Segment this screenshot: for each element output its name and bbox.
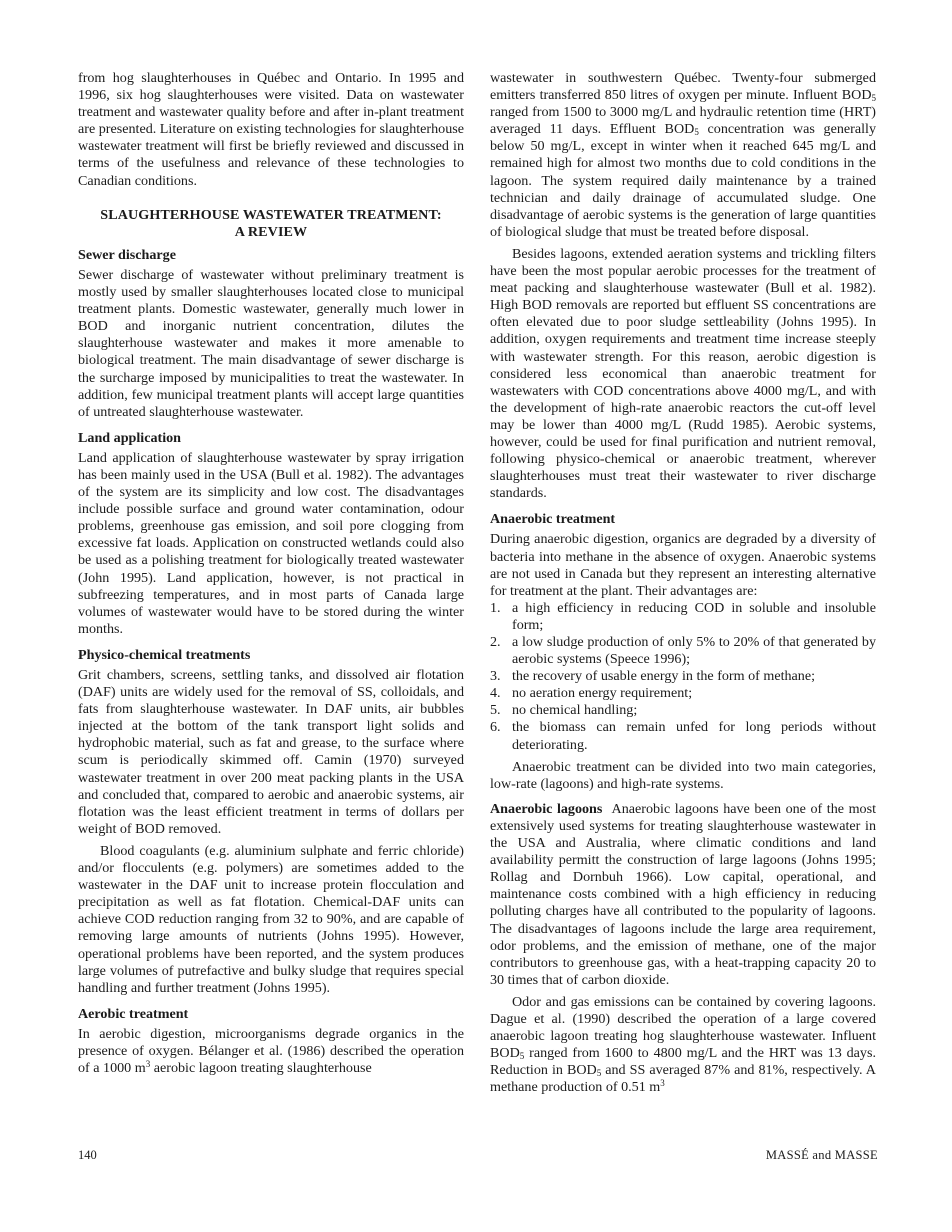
intro-paragraph: from hog slaughterhouses in Québec and Ontario. In 1995 and 1996, six hog slaughterhouses were visited. Data on wastewater treatment and wastewater quality before and after in-plant treatment are presented. Literature on existing technologies for slaughterhouse wastewater treatment will first be briefly reviewed and discussed in terms of the usefulness and relevance of these technologies to Canadian conditions. — [78, 70, 464, 189]
list-item — [490, 600, 876, 634]
list-item — [490, 668, 876, 685]
subscript-5: 5 — [694, 127, 699, 138]
aerobic-cont-text-2: ranged from 1500 to 3000 mg/L and hydraulic retention time (HRT) averaged 11 days. Effluent BOD — [490, 104, 876, 138]
right-column — [490, 70, 876, 1096]
page-number: 140 — [78, 1148, 97, 1162]
odor-text-2: ranged from 1600 to 4800 mg/L and the HRT was 13 days. Reduction in BOD — [490, 1045, 876, 1079]
list-item — [490, 634, 876, 668]
sewer-discharge-paragraph: Sewer discharge of wastewater without preliminary treatment is mostly used by smaller slaughterhouses located close to municipal treatment plants. Domestic wastewater, generally much lower in BOD and inorganic nutrient concentration, dilutes the slaughterhouse wastewater and makes it more amenable to biological treatment. The main disadvantage of sewer discharge is the surcharge imposed by municipalities to treat the wastewater. In addition, few municipal treatment plants will accept large quantities of untreated slaughterhouse wastewater. — [78, 266, 464, 420]
list-item — [490, 685, 876, 702]
left-column — [78, 70, 464, 1077]
list-number: 1. — [490, 599, 501, 616]
list-number: 6. — [490, 719, 501, 736]
anaerobic-lagoons-text: Anaerobic lagoons have been one of the most extensively used systems for treating slaughterhouse wastewater in the USA and Australia, where climatic conditions and land availability permitt the construction of large lagoons (Johns 1995; Rollag and Dornbuh 1966). Low capital, operational, and maintenance costs combined with a high efficiency in reducing polluting charges have all contributed to the popularity of lagoons. The disadvantages of lagoons include the large area requirement, odor problems, and the emission of methane, one of the major contributors to greenhouse gas, with a heat-trapping capacity 20 to 30 times that of carbon dioxide. — [490, 800, 876, 988]
subscript-5: 5 — [871, 93, 876, 104]
anaerobic-advantages-list — [490, 600, 876, 754]
superscript-3: 3 — [145, 1059, 151, 1070]
list-number: 3. — [490, 668, 501, 685]
journal-page — [78, 70, 878, 1180]
aerobic-text-a: In aerobic digestion, microorganisms degrade organics in the presence of oxygen. Bélanger et al. (1986) described the operation of a 1000 m — [78, 1025, 464, 1077]
section-heading — [78, 207, 464, 241]
list-text: a high efficiency in reducing COD in soluble and insoluble form; — [512, 599, 876, 633]
aerobic-cont-text-3: concentration was generally below 50 mg/L, except in winter when it reached 645 mg/L and remained high for almost two months due to cold conditions in the lagoon. The system required daily maintenance by a trained technician and daily drainage of accumulated sludge. One disadvantage of aerobic systems is the generation of large quantities of biological sludge that must be treated before disposal. — [490, 121, 876, 240]
heading-aerobic-treatment: Aerobic treatment — [78, 1005, 189, 1022]
aerobic-text-b: aerobic lagoon treating slaughterhouse — [150, 1060, 372, 1077]
heading-physico-chemical: Physico-chemical treatments — [78, 646, 251, 663]
subscript-5: 5 — [596, 1068, 602, 1079]
aerobic-continued-paragraph — [490, 70, 876, 241]
list-item — [490, 702, 876, 719]
aerobic-cont-text-1: wastewater in southwestern Québec. Twenty-four submerged emitters transferred 850 litres of oxygen per minute. Influent BOD — [490, 70, 876, 104]
superscript-3: 3 — [660, 1078, 665, 1089]
subscript-5: 5 — [519, 1051, 525, 1062]
physico-chemical-paragraph-2: Blood coagulants (e.g. aluminium sulphate and ferric chloride) and/or flocculents (e.g. polymers) are sometimes added to the wastewater in the DAF unit to increase protein flocculation and precipitation as well as fat flotation. Chemical-DAF units can achieve COD reduction ranging from 32 to 90%, and are capable of removing large amounts of nutrients (Johns 1995). However, operational problems have been reported, and the system produces large volumes of putrefactive and bulky sludge that requires special handling and further treatment (Johns 1995). — [78, 842, 464, 996]
physico-chemical-paragraph-1: Grit chambers, screens, settling tanks, and dissolved air flotation (DAF) units are widely used for the removal of SS, colloidals, and fats from slaughterhouse wastewater. In DAF units, air bubbles injected at the bottom of the tank transport light solids and hydrophobic material, such as fat and grease, to the surface where scum is periodically skimmed off. Camin (1970) surveyed wastewater treatment in over 200 meat packing plants in the USA and concluded that, compared to aerobic and anaerobic systems, air flotation was the least efficient treatment in terms of dollars per weight of BOD removed. — [78, 667, 464, 837]
section-heading-line-1: SLAUGHTERHOUSE WASTEWATER TREATMENT: — [100, 206, 442, 223]
list-text: a low sludge production of only 5% to 20% of that generated by aerobic systems (Speece 1996); — [512, 634, 876, 668]
list-text: no chemical handling; — [512, 702, 638, 719]
categories-paragraph: Anaerobic treatment can be divided into two main categories, low-rate (lagoons) and high-rate systems. — [490, 758, 876, 792]
list-number: 4. — [490, 685, 501, 702]
list-text: the recovery of usable energy in the form of methane; — [512, 668, 816, 685]
anaerobic-paragraph: During anaerobic digestion, organics are degraded by a diversity of bacteria into methane in the absence of oxygen. Anaerobic systems are not used in Canada but they represent an interesting alternative for treatment at the plant. Their advantages are: — [490, 531, 876, 599]
besides-lagoons-paragraph: Besides lagoons, extended aeration systems and trickling filters have been the most popular aerobic processes for the treatment of meat packing and slaughterhouse wastewater (Bull et al. 1982). High BOD removals are reported but effluent SS concentrations are often elevated due to poor sludge settleability (Johns 1995). In addition, oxygen requirements and treatment time increase steeply with wastewater strength. For this reason, aerobic digestion is considered less economical than anaerobic treatment for wastewaters with COD concentrations above 4000 mg/L, and with the development of high-rate anaerobic reactors the cut-off level may be lower than 4000 mg/L (Rudd 1985). Aerobic systems, however, could be used for final purification and nutrient removal, following physico-chemical or anaerobic treatment, wherever slaughterhouses must treat their wastewater to river discharge standards. — [490, 245, 876, 502]
odor-text-3: and SS averaged 87% and 81%, respectively. A methane production of 0.51 m — [490, 1062, 876, 1096]
heading-land-application: Land application — [78, 429, 181, 446]
aerobic-paragraph — [78, 1026, 464, 1077]
runin-heading-anaerobic-lagoons: Anaerobic lagoons — [490, 800, 603, 817]
odor-gas-paragraph — [490, 994, 876, 1097]
list-text: the biomass can remain unfed for long periods without deteriorating. — [512, 719, 876, 753]
list-text: no aeration energy requirement; — [512, 685, 693, 702]
odor-text-1: Odor and gas emissions can be contained by covering lagoons. Dague et al. (1990) described the operation of a large covered anaerobic lagoon treating hog slaughterhouse wastewater. Influent BOD — [490, 993, 876, 1062]
running-authors: MASSÉ and MASSE — [765, 1148, 878, 1162]
list-item — [490, 719, 876, 753]
anaerobic-lagoons-paragraph — [490, 801, 876, 989]
list-number: 5. — [490, 702, 501, 719]
heading-sewer-discharge: Sewer discharge — [78, 246, 176, 263]
land-application-paragraph: Land application of slaughterhouse wastewater by spray irrigation has been mainly used in the USA (Bull et al. 1982). The advantages of the system are its simplicity and low cost. The disadvantages include possible surface and ground water contamination, odour problems, greenhouse gas emission, and soil pore clogging from excessive fat loads. Application on constructed wetlands could also be used as a polishing treatment for biologically treated wastewater (John 1995). Land application, however, is not practical in subfreezing temperatures, and in most parts of Canada large volumes of wastewater would have to be stored during the winter months. — [78, 449, 464, 637]
heading-anaerobic-treatment: Anaerobic treatment — [490, 511, 616, 528]
list-number: 2. — [490, 634, 501, 650]
section-heading-line-2: A REVIEW — [234, 223, 308, 240]
